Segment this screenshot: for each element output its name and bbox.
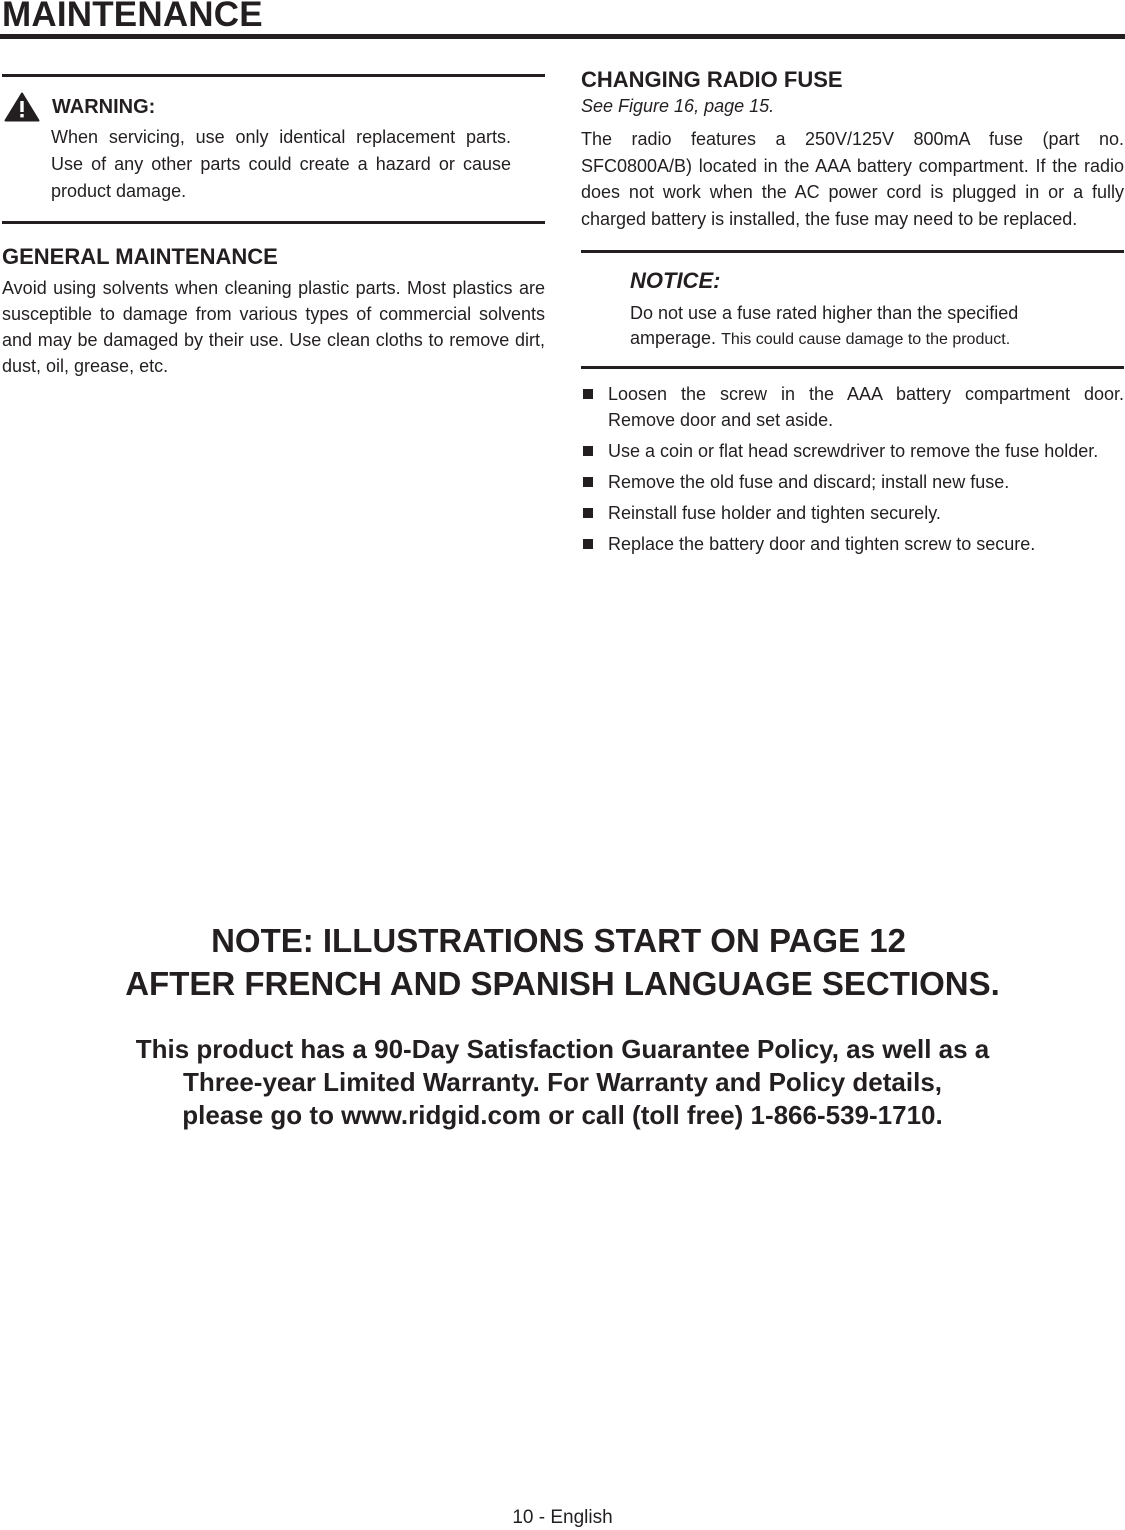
step-text: Reinstall fuse holder and tighten securely.: [608, 503, 941, 523]
notice-text: [630, 301, 1104, 352]
guarantee-line-2: Three-year Limited Warranty. For Warranty and Policy details,: [182, 1067, 942, 1097]
step-text: Replace the battery door and tighten screw to secure.: [608, 534, 1036, 554]
warning-triangle-icon: [4, 92, 40, 122]
guarantee-line-3: please go to www.ridgid.com or call (toll free) 1-866-539-1710.: [182, 1100, 943, 1130]
warning-text: When servicing, use only identical replacement parts. Use of any other parts could create a hazard or cause product damage.: [51, 127, 511, 201]
title-rule: [0, 34, 1125, 39]
notice-bottom-rule: [581, 366, 1124, 369]
bullet-square-icon: [583, 477, 593, 487]
guarantee-line-1: This product has a 90-Day Satisfaction Guarantee Policy, as well as a: [135, 1034, 990, 1064]
general-maintenance-text: Avoid using solvents when cleaning plastic parts. Most plastics are susceptible to damage from various types of commercial solvents and may be damaged by their use. Use clean cloths to remove dirt, dust, oil, grease, etc.: [2, 278, 545, 376]
fuse-steps-list: [581, 381, 1124, 557]
warning-bottom-rule: [2, 221, 545, 224]
see-figure-reference: See Figure 16, page 15.: [581, 96, 775, 116]
note-line-1: NOTE: ILLUSTRATIONS START ON PAGE 12: [211, 922, 906, 959]
right-column: [581, 66, 1124, 562]
notice-text-main: Do not use a fuse rated higher than the specified amperage.: [630, 303, 1019, 348]
note-line-2: AFTER FRENCH AND SPANISH LANGUAGE SECTIONS.: [125, 965, 1000, 1002]
list-item: [581, 381, 1124, 433]
list-item: [581, 438, 1124, 464]
guarantee-text: [0, 1033, 1125, 1132]
page-footer: 10 - English: [512, 1507, 613, 1528]
step-text: Loosen the screw in the AAA battery compartment door. Remove door and set aside.: [608, 384, 1124, 430]
bullet-square-icon: [583, 539, 593, 549]
warning-block: [2, 77, 545, 221]
notice-block: [581, 253, 1124, 366]
warning-header: [2, 92, 545, 122]
list-item: [581, 531, 1124, 557]
general-maintenance-heading: GENERAL MAINTENANCE: [2, 244, 278, 269]
bullet-square-icon: [583, 508, 593, 518]
bullet-square-icon: [583, 446, 593, 456]
radio-fuse-heading: CHANGING RADIO FUSE: [581, 67, 843, 92]
warning-label: WARNING:: [52, 95, 156, 118]
bullet-square-icon: [583, 389, 593, 399]
step-text: Use a coin or flat head screwdriver to remove the fuse holder.: [608, 441, 1099, 461]
list-item: [581, 469, 1124, 495]
page-title: MAINTENANCE: [2, 0, 263, 34]
list-item: [581, 500, 1124, 526]
left-column: [2, 74, 545, 379]
illustrations-note: [0, 919, 1125, 1132]
step-text: Remove the old fuse and discard; install new fuse.: [608, 472, 1010, 492]
notice-text-consequence: This could cause damage to the product.: [721, 331, 1011, 348]
notice-label: NOTICE:: [630, 268, 721, 293]
notice-box: [581, 250, 1124, 369]
radio-fuse-text: The radio features a 250V/125V 800mA fuse (part no. SFC0800A/B) located in the AAA battery compartment. If the radio does not work when the AC power cord is plugged in or a fully charged battery is installed, the fuse may need to be replaced.: [581, 129, 1124, 229]
